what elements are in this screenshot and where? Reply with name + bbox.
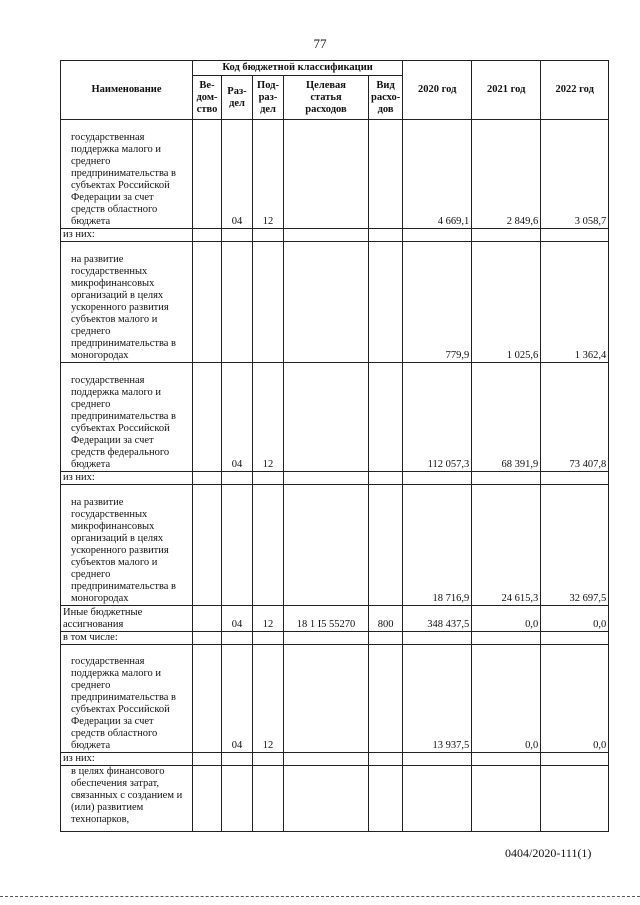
table-row (61, 120, 609, 229)
budget-table (60, 60, 609, 832)
row-name: на развитие государственных микрофинансовых организаций в целях ускоренного развития субъектов малого и среднего предпринимательства в моногородах (61, 242, 193, 363)
row-2021: 0,0 (472, 606, 541, 632)
row-name: на развитие государственных микрофинансовых организаций в целях ускоренного развития субъектов малого и среднего предпринимательства в моногородах (61, 485, 193, 606)
header-name: Наименование (61, 61, 193, 120)
row-podrazdel (253, 485, 284, 606)
row-name: государственная поддержка малого и среднего предпринимательства в субъектах Российской Федерации за счет средств областного бюджета (61, 120, 193, 229)
row-celevaya (284, 645, 369, 753)
row-razdel (222, 485, 253, 606)
row-2022: 0,0 (541, 606, 609, 632)
row-2020: 18 716,9 (403, 485, 472, 606)
table-row (61, 242, 609, 363)
row-razdel: 04 (222, 606, 253, 632)
row-podrazdel: 12 (253, 363, 284, 472)
row-2020: 348 437,5 (403, 606, 472, 632)
row-name: из них: (61, 229, 193, 242)
header-razdel: Раз- дел (222, 76, 253, 120)
row-2022: 3 058,7 (541, 120, 609, 229)
row-vid (369, 363, 403, 472)
row-name: государственная поддержка малого и среднего предпринимательства в субъектах Российской Федерации за счет средств областного бюджета (61, 645, 193, 753)
row-razdel: 04 (222, 363, 253, 472)
row-2020: 13 937,5 (403, 645, 472, 753)
table-row (61, 606, 609, 632)
table-row (61, 632, 609, 645)
row-2022: 1 362,4 (541, 242, 609, 363)
row-vid (369, 120, 403, 229)
table-row (61, 472, 609, 485)
table-row (61, 485, 609, 606)
row-2020: 4 669,1 (403, 120, 472, 229)
row-razdel: 04 (222, 645, 253, 753)
row-celevaya (284, 242, 369, 363)
header-code-group: Код бюджетной классификации (193, 61, 403, 76)
header-2021: 2021 год (472, 61, 541, 120)
page-bottom-rule (0, 896, 640, 897)
row-podrazdel: 12 (253, 606, 284, 632)
row-2021: 1 025,6 (472, 242, 541, 363)
table-row (61, 753, 609, 766)
table-row (61, 229, 609, 242)
row-name: государственная поддержка малого и среднего предпринимательства в субъектах Российской Федерации за счет средств федерального бюджета (61, 363, 193, 472)
row-2022: 0,0 (541, 645, 609, 753)
row-podrazdel (253, 242, 284, 363)
row-celevaya (284, 120, 369, 229)
row-name: в том числе: (61, 632, 193, 645)
row-celevaya (284, 485, 369, 606)
row-2021: 68 391,9 (472, 363, 541, 472)
row-podrazdel: 12 (253, 120, 284, 229)
row-razdel (222, 242, 253, 363)
row-2021: 2 849,6 (472, 120, 541, 229)
row-razdel: 04 (222, 120, 253, 229)
header-2020: 2020 год (403, 61, 472, 120)
row-celevaya: 18 1 I5 55270 (284, 606, 369, 632)
header-vid: Вид расхо- дов (369, 76, 403, 120)
header-celevaya: Целевая статья расходов (284, 76, 369, 120)
table-row (61, 645, 609, 753)
row-2021: 24 615,3 (472, 485, 541, 606)
row-name: из них: (61, 472, 193, 485)
row-celevaya (284, 363, 369, 472)
page-number: 77 (313, 36, 327, 51)
row-podrazdel: 12 (253, 645, 284, 753)
row-vid (369, 645, 403, 753)
row-vid: 800 (369, 606, 403, 632)
row-vid (369, 242, 403, 363)
row-name: из них: (61, 753, 193, 766)
row-vid (369, 485, 403, 606)
document-code: 0404/2020-111(1) (505, 846, 592, 860)
row-name: Иные бюджетные ассигнования (61, 606, 193, 632)
header-vedomstvo: Ве- дом- ство (193, 76, 222, 120)
table-row (61, 363, 609, 472)
row-vedomstvo (193, 120, 222, 229)
row-2022: 73 407,8 (541, 363, 609, 472)
table-row (61, 766, 609, 832)
header-2022: 2022 год (541, 61, 609, 120)
row-2020: 112 057,3 (403, 363, 472, 472)
row-2022: 32 697,5 (541, 485, 609, 606)
header-podrazdel: Под- раз- дел (253, 76, 284, 120)
row-2020: 779,9 (403, 242, 472, 363)
row-2021: 0,0 (472, 645, 541, 753)
row-name: в целях финансового обеспечения затрат, связанных с созданием и (или) развитием технопарков, (61, 766, 193, 832)
